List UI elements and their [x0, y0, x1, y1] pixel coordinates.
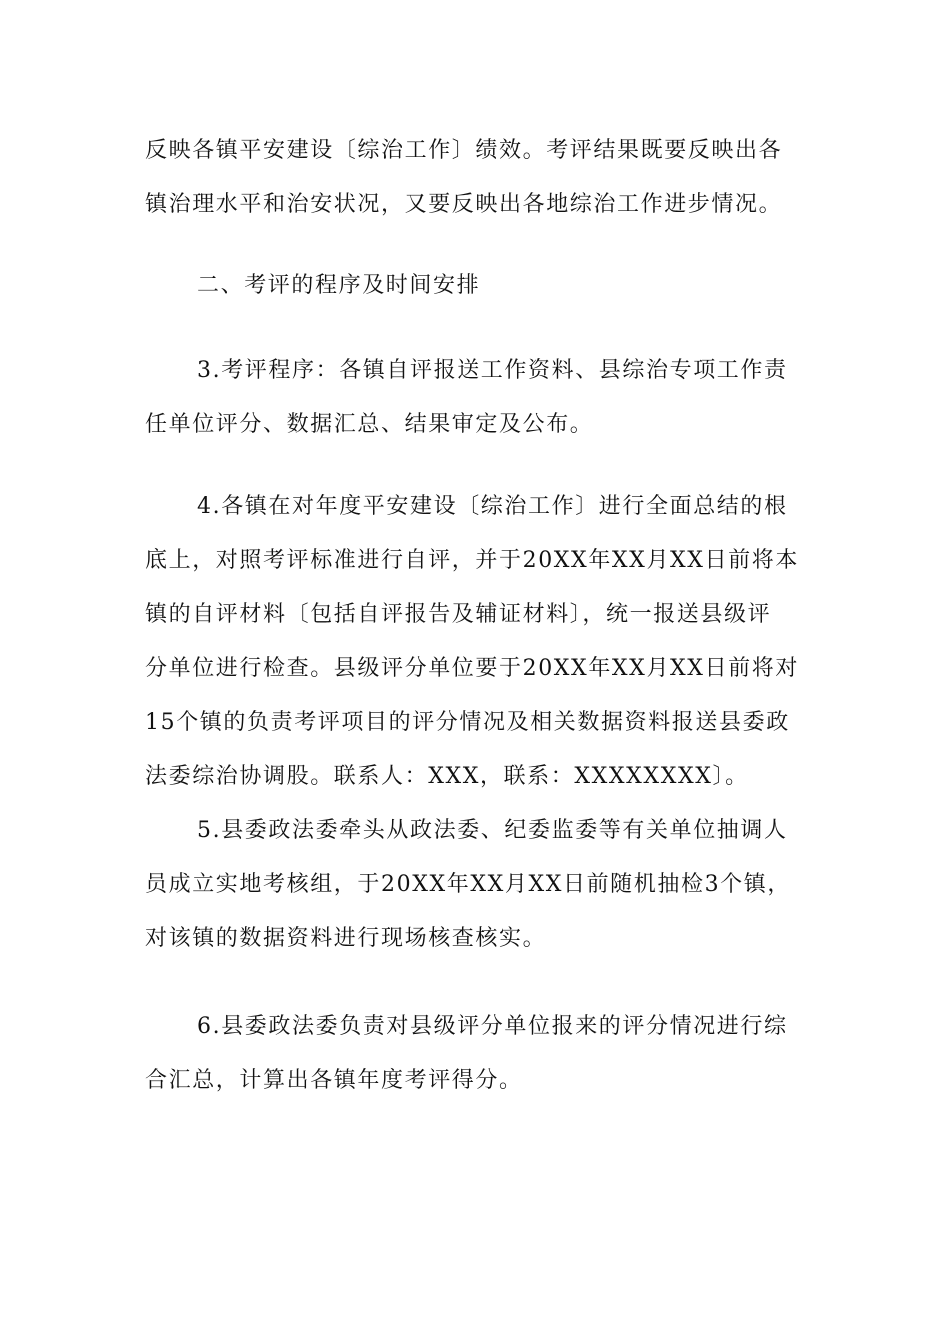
text-line: 员成立实地考核组，于20XX年XX月XX日前随机抽检3个镇，: [145, 872, 791, 897]
section-heading: [145, 259, 805, 313]
text-line: 法委综治协调股。联系人：XXX，联系：XXXXXXXX〕。: [145, 764, 749, 789]
text-line: 5.县委政法委牵头从政法委、纪委监委等有关单位抽调人: [197, 818, 788, 843]
text-line: 对该镇的数据资料进行现场核查核实。: [145, 926, 547, 951]
text-line: 3.考评程序：各镇自评报送工作资料、县综治专项工作责: [197, 358, 788, 383]
text-line: 6.县委政法委负责对县级评分单位报来的评分情况进行综: [197, 1014, 788, 1039]
paragraph-item-4: [145, 480, 805, 804]
text-line: 镇的自评材料〔包括自评报告及辅证材料〕，统一报送县级评: [145, 602, 772, 627]
text-line: 15个镇的负责考评项目的评分情况及相关数据资料报送县委政: [145, 710, 790, 735]
paragraph-item-5: [145, 804, 805, 966]
text-line: 分单位进行检查。县级评分单位要于20XX年XX月XX日前将对: [145, 656, 799, 681]
paragraph-intro-continuation: [145, 124, 805, 232]
paragraph-item-6: [145, 1000, 805, 1108]
paragraph-item-3: [145, 344, 805, 452]
text-line: 任单位评分、数据汇总、结果审定及公布。: [145, 412, 594, 437]
text-line: 底上，对照考评标准进行自评，并于20XX年XX月XX日前将本: [145, 548, 799, 573]
text-line: 合汇总，计算出各镇年度考评得分。: [145, 1068, 523, 1093]
text-line: 4.各镇在对年度平安建设〔综治工作〕进行全面总结的根: [197, 494, 788, 519]
text-line: 镇治理水平和治安状况，又要反映出各地综治工作进步情况。: [145, 192, 783, 217]
heading-text: 二、考评的程序及时间安排: [197, 273, 481, 298]
text-line: 反映各镇平安建设〔综治工作〕绩效。考评结果既要反映出各: [145, 138, 783, 163]
